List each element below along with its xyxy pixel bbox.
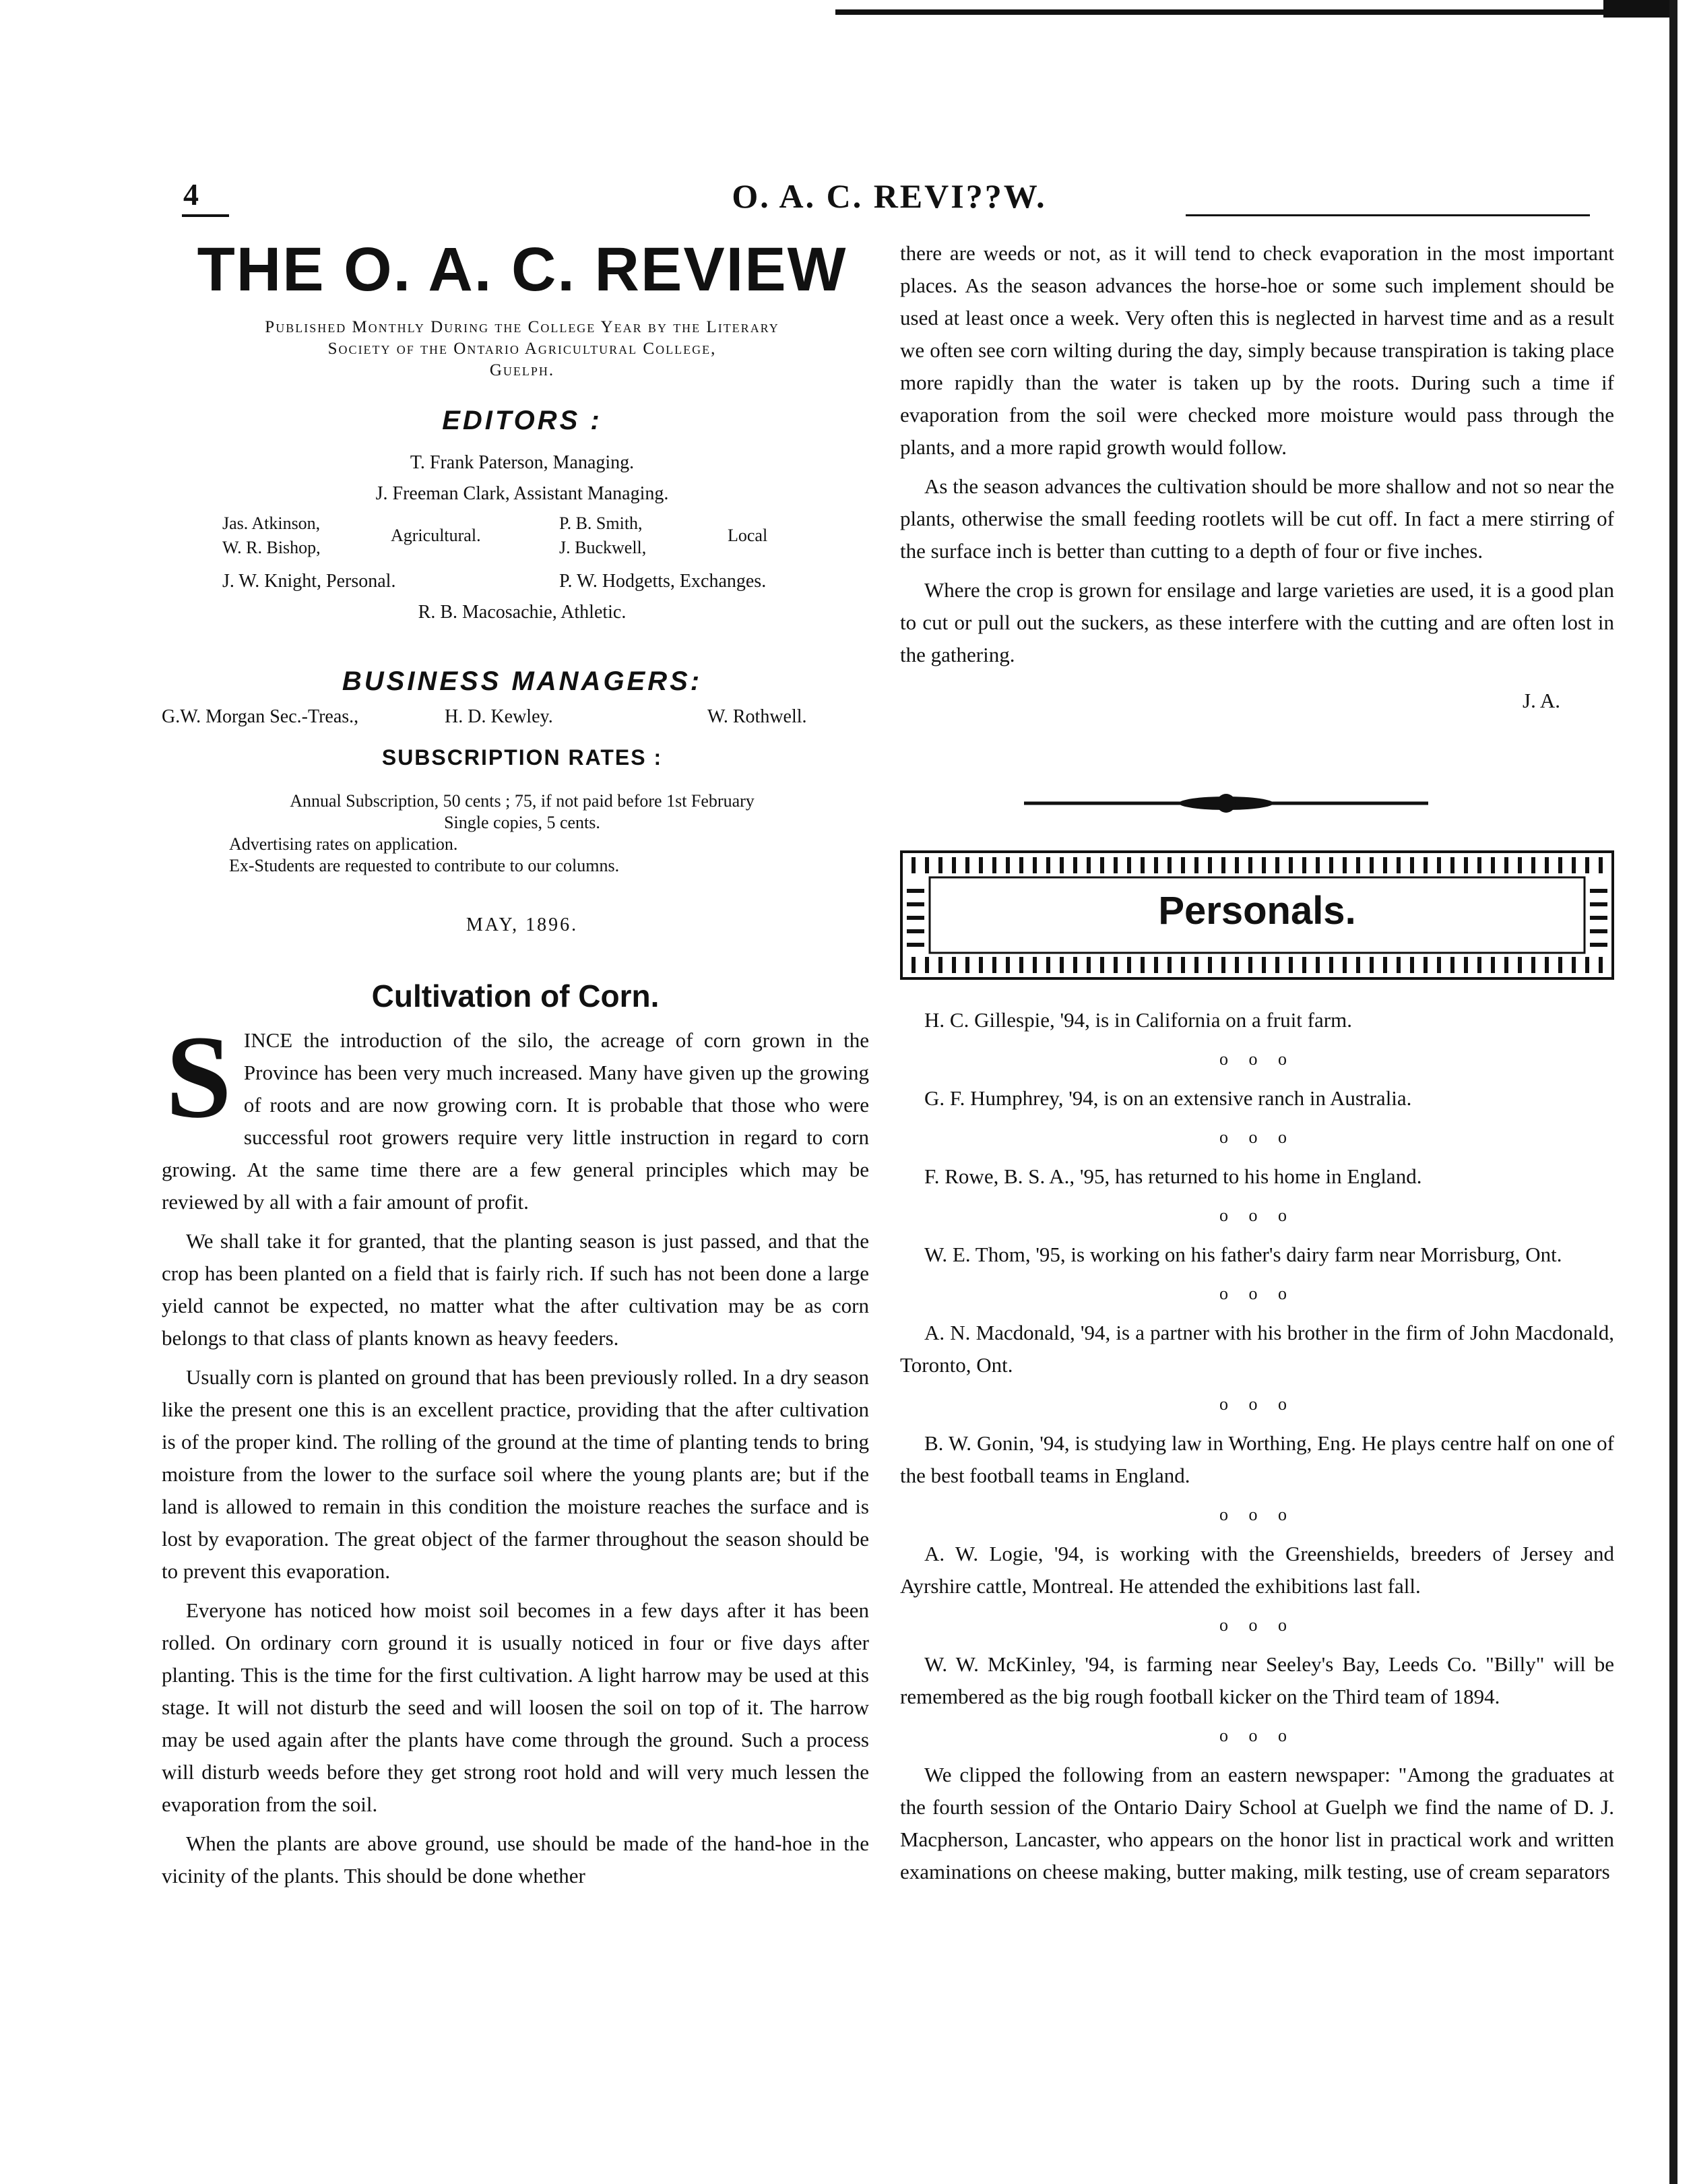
manager-morgan: G.W. Morgan Sec.-Treas., (162, 706, 359, 727)
personal-item: W. E. Thom, '95, is working on his father's dairy farm near Morrisburg, Ont. (924, 1243, 1562, 1266)
personal-item: F. Rowe, B. S. A., '95, has returned to his home in England. (924, 1164, 1422, 1188)
header-rule-right (1186, 214, 1590, 216)
header-rule-left (182, 214, 229, 217)
drop-cap: S (166, 1011, 232, 1143)
personal-item: A. W. Logie, '94, is working with the Greenshields, breeders of Jersey and Ayrshire cattle, Montreal. He attended the exhibitions last fall. (900, 1542, 1614, 1598)
personal-separator: o o o (1219, 1505, 1295, 1524)
editor-athletic: R. B. Macosachie, Athletic. (418, 602, 627, 623)
right-edge-rule (1669, 0, 1677, 2184)
personal-item: B. W. Gonin, '94, is studying law in Worthing, Eng. He plays centre half on one of the best football teams in England. (900, 1431, 1614, 1487)
running-title: O. A. C. REVI??W. (732, 177, 1047, 215)
top-border-thick (1603, 0, 1677, 18)
personal-separator: o o o (1219, 1615, 1295, 1635)
publisher-note-line3: Guelph. (489, 361, 555, 379)
masthead-title: THE O. A. C. REVIEW (197, 235, 847, 304)
article-paragraph-7: As the season advances the cultivation should be more shallow and not so near the plants, otherwise the small feeding rootlets will be cut off. In fact a mere stirring of the surface inch is better than cutting to a depth of four or five inches. (900, 474, 1614, 563)
personal-separator: o o o (1219, 1394, 1295, 1414)
editors-heading: EDITORS : (442, 406, 602, 435)
article-paragraph-1: SINCE the introduction of the silo, the acreage of corn grown in the Province has been very much increased. Many have given up the growing of roots and are now growing corn. It is probable that those who were successful root growers require very little instruction in regard to corn growing. At the same time there are a few general principles which may be reviewed by all with a fair amount of profit. (162, 1011, 869, 1214)
agricultural-label: Agricultural. (391, 526, 481, 545)
business-heading: BUSINESS MANAGERS: (342, 666, 703, 696)
subscription-advertising: Advertising rates on application. (229, 834, 458, 854)
personal-item: G. F. Humphrey, '94, is on an extensive ranch in Australia. (924, 1086, 1412, 1110)
editor-managing: T. Frank Paterson, Managing. (410, 452, 635, 473)
article-paragraph-8: Where the crop is grown for ensilage and large varieties are used, it is a good plan to cut or pull out the suckers, as these interfere with the cutting and are often lost in the gathering. (900, 578, 1614, 666)
editors-grouped (162, 511, 883, 568)
editor-assistant: J. Freeman Clark, Assistant Managing. (375, 483, 669, 504)
personal-item: H. C. Gillespie, '94, is in California on a fruit farm. (924, 1008, 1352, 1032)
editor-local-1: P. B. Smith, (559, 513, 643, 533)
article-paragraph-6: there are weeds or not, as it will tend to check evaporation in the most important places. As the season advances the horse-hoe or some such implement should be used at least once a week. Very often this is neglected in harvest time and as a result we often see corn wilting during the day, simply because transpiration is taking place more rapidly than the water is taken up by the roots. During such a time if evaporation from the soil were checked more moisture would pass through the plants, and a more rapid growth would follow. (900, 241, 1614, 459)
subscription-heading: SUBSCRIPTION RATES : (381, 745, 663, 770)
article-left-column (162, 980, 869, 1899)
editor-local-2: J. Buckwell, (559, 538, 647, 557)
publisher-note-line2: Society of the Ontario Agricultural College, (327, 340, 717, 358)
business-managers-row (162, 706, 883, 736)
editor-agri-2: W. R. Bishop, (222, 538, 321, 557)
personal-separator: o o o (1219, 1726, 1295, 1745)
article-title: Cultivation of Corn. (371, 978, 660, 1013)
editors-row-personal (162, 571, 883, 599)
personals-list (900, 1004, 1614, 1895)
manager-rothwell: W. Rothwell. (707, 706, 807, 727)
top-border-rule (835, 9, 1677, 15)
editor-personal: J. W. Knight, Personal. (222, 571, 396, 592)
article-paragraph-5: When the plants are above ground, use should be made of the hand-hoe in the vicinity of the plants. This should be done whether (162, 1832, 869, 1887)
subscription-block (162, 790, 883, 877)
editor-exchanges: P. W. Hodgetts, Exchanges. (559, 571, 767, 592)
editor-agri-1: Jas. Atkinson, (222, 513, 321, 533)
issue-date: MAY, 1896. (466, 914, 579, 935)
personal-separator: o o o (1219, 1206, 1295, 1225)
running-header (162, 177, 1617, 217)
page-number: 4 (183, 177, 199, 212)
personal-item: W. W. McKinley, '94, is farming near Seeley's Bay, Leeds Co. "Billy" will be remembered as the big rough football kicker on the Third team of 1894. (900, 1652, 1614, 1708)
subscription-ex-students: Ex-Students are requested to contribute to our columns. (229, 856, 620, 875)
ornament-divider (1024, 790, 1428, 817)
manager-kewley: H. D. Kewley. (445, 706, 553, 727)
article-right-column (900, 237, 1614, 717)
personal-item: A. N. Macdonald, '94, is a partner with his brother in the firm of John Macdonald, Toronto, Ont. (900, 1321, 1614, 1377)
article-paragraph-2: We shall take it for granted, that the planting season is just passed, and that the crop has been planted on a field that is fairly rich. If such has not been done a large yield cannot be expected, no matter what the after cultivation may be as corn belongs to that class of plants known as heavy feeders. (162, 1229, 869, 1350)
article-paragraph-4: Everyone has noticed how moist soil becomes in a few days after it has been rolled. On ordinary corn ground it is usually noticed in four or five days after planting. This is the time for the first cultivation. A light harrow may be used at this stage. It will not disturb the seed and will loosen the soil on top of it. The harrow may be used again after the plants have come through the ground. Such a process will disturb weeds before they get strong root hold and will very much lessen the evaporation from the soil. (162, 1598, 869, 1816)
personals-title: Personals. (1158, 889, 1356, 933)
subscription-single: Single copies, 5 cents. (444, 813, 600, 832)
personal-separator: o o o (1219, 1127, 1295, 1147)
personal-separator: o o o (1219, 1284, 1295, 1303)
personals-heading-box (900, 850, 1614, 980)
personal-separator: o o o (1219, 1049, 1295, 1069)
subscription-annual: Annual Subscription, 50 cents ; 75, if not paid before 1st February (290, 791, 755, 811)
personal-item: We clipped the following from an eastern newspaper: "Among the graduates at the fourth session of the Ontario Dairy School at Guelph we find the name of D. J. Macpherson, Lancaster, who appears on the honor list in practical work and written examinations on cheese making, butter making, milk testing, use of cream separators (900, 1763, 1614, 1883)
masthead (162, 236, 883, 936)
publisher-note-line1: Published Monthly During the College Year by the Literary (265, 318, 779, 336)
local-label: Local (728, 526, 768, 545)
article-paragraph-3: Usually corn is planted on ground that has been previously rolled. In a dry season like the present one this is an excellent practice, providing that the after cultivation is of the proper kind. The rolling of the ground at the time of planting tends to bring moisture from the lower to the surface soil where the young plants are; but if the land is allowed to remain in this condition the moisture reaches the surface and is lost by evaporation. The great object of the farmer throughout the season should be to prevent this evaporation. (162, 1365, 869, 1583)
article-signature: J. A. (1523, 689, 1560, 712)
